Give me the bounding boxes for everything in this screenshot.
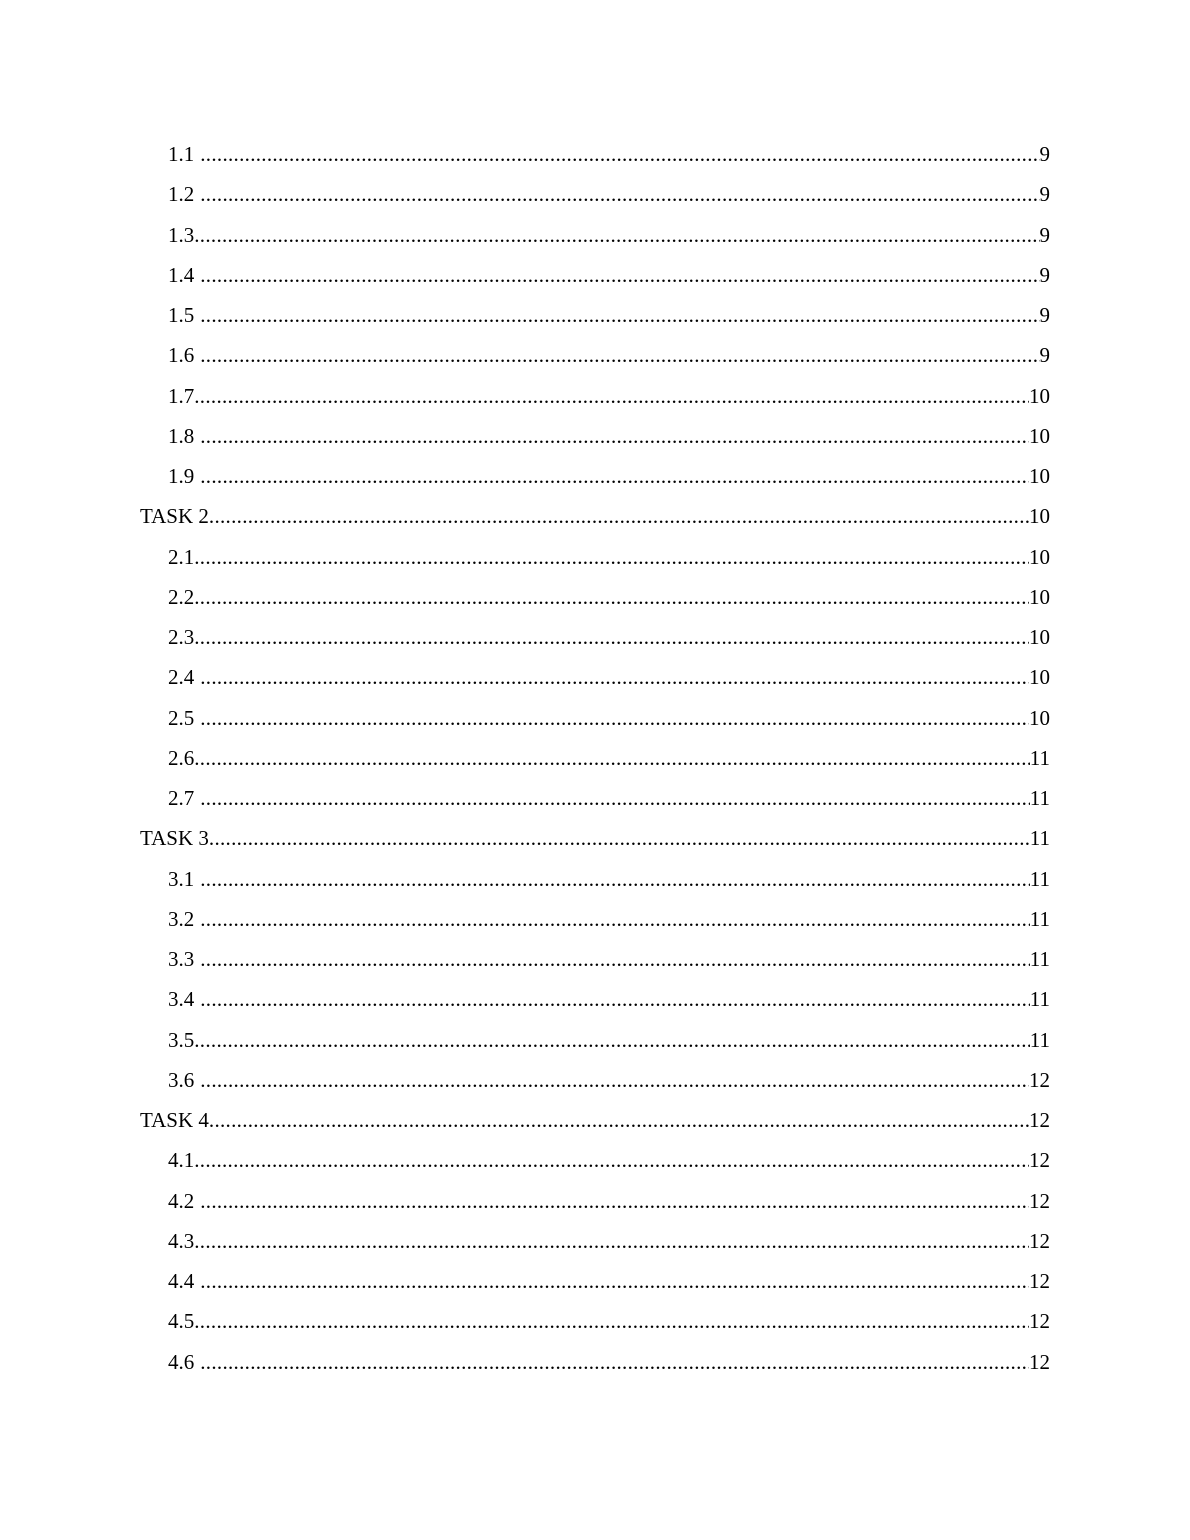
toc-dot-leader xyxy=(209,496,1029,536)
toc-entry-page-number: 9 xyxy=(1039,182,1050,207)
toc-dot-leader xyxy=(194,295,1039,335)
toc-entry-page-number: 11 xyxy=(1029,866,1050,891)
toc-heading-entry[interactable] xyxy=(140,496,1050,536)
toc-entry-page-number: 11 xyxy=(1029,826,1050,851)
toc-entry-page-number: 9 xyxy=(1039,262,1050,287)
toc-entry-page-number: 11 xyxy=(1029,745,1050,770)
toc-entry-page-number: 11 xyxy=(1029,906,1050,931)
toc-entry-page-number: 12 xyxy=(1029,1067,1050,1092)
toc-dot-leader xyxy=(194,1181,1029,1221)
toc-dot-leader xyxy=(194,1020,1030,1060)
toc-entry-label: 3.5 xyxy=(168,1027,195,1052)
toc-dot-leader xyxy=(194,698,1029,738)
toc-entry-page-number: 9 xyxy=(1039,142,1050,166)
toc-entry-page-number: 12 xyxy=(1029,1108,1050,1132)
toc-entry-page-number: 11 xyxy=(1029,947,1050,971)
toc-subentry[interactable] xyxy=(140,1342,1050,1382)
toc-dot-leader xyxy=(194,577,1029,617)
toc-dot-leader xyxy=(194,215,1039,255)
toc-subentry[interactable] xyxy=(140,1261,1050,1301)
toc-subentry[interactable] xyxy=(140,1140,1050,1180)
toc-entry-label: 4.2 xyxy=(168,1188,195,1213)
toc-subentry[interactable] xyxy=(140,778,1050,818)
toc-entry-page-number: 12 xyxy=(1029,1269,1050,1293)
toc-entry-page-number: 10 xyxy=(1029,705,1050,730)
toc-entry-label: 4.1 xyxy=(168,1148,195,1173)
toc-entry-label: 2.5 xyxy=(168,705,195,730)
toc-dot-leader xyxy=(194,1060,1029,1100)
toc-entry-page-number: 11 xyxy=(1029,1027,1050,1052)
toc-dot-leader xyxy=(194,617,1029,657)
toc-entry-page-number: 12 xyxy=(1029,1309,1050,1334)
toc-dot-leader xyxy=(194,859,1030,899)
toc-entry-label: 1.3 xyxy=(168,222,195,247)
toc-subentry[interactable] xyxy=(140,1020,1050,1060)
toc-entry-label: 3.6 xyxy=(168,1067,195,1092)
toc-entry-page-number: 12 xyxy=(1029,1188,1050,1213)
toc-subentry[interactable] xyxy=(140,1181,1050,1221)
toc-dot-leader xyxy=(194,416,1029,456)
toc-dot-leader xyxy=(209,818,1030,858)
toc-entry-label: 2.7 xyxy=(168,786,195,810)
toc-entry-label: 2.6 xyxy=(168,745,195,770)
toc-entry-label: TASK 3 xyxy=(140,826,209,851)
toc-subentry[interactable] xyxy=(140,738,1050,778)
toc-dot-leader xyxy=(194,134,1039,174)
toc-subentry[interactable] xyxy=(140,295,1050,335)
toc-entry-page-number: 10 xyxy=(1029,464,1050,488)
toc-subentry[interactable] xyxy=(140,899,1050,939)
toc-entry-page-number: 12 xyxy=(1029,1228,1050,1253)
toc-entry-page-number: 10 xyxy=(1029,625,1050,649)
toc-subentry[interactable] xyxy=(140,1301,1050,1341)
toc-heading-entry[interactable] xyxy=(140,1100,1050,1140)
toc-entry-label: 4.4 xyxy=(168,1269,195,1293)
toc-entry-page-number: 11 xyxy=(1029,786,1050,810)
toc-subentry[interactable] xyxy=(140,376,1050,416)
toc-dot-leader xyxy=(194,335,1039,375)
toc-subentry[interactable] xyxy=(140,939,1050,979)
toc-entry-page-number: 11 xyxy=(1029,987,1050,1012)
toc-dot-leader xyxy=(194,456,1029,496)
toc-subentry[interactable] xyxy=(140,456,1050,496)
toc-entry-label: 3.1 xyxy=(168,866,195,891)
toc-subentry[interactable] xyxy=(140,698,1050,738)
toc-dot-leader xyxy=(194,657,1029,697)
toc-subentry[interactable] xyxy=(140,416,1050,456)
toc-entry-page-number: 9 xyxy=(1039,222,1050,247)
toc-heading-entry[interactable] xyxy=(140,818,1050,858)
toc-subentry[interactable] xyxy=(140,255,1050,295)
toc-entry-label: TASK 4 xyxy=(140,1108,209,1132)
toc-dot-leader xyxy=(194,1342,1029,1382)
toc-dot-leader xyxy=(194,738,1030,778)
toc-dot-leader xyxy=(194,979,1030,1019)
toc-subentry[interactable] xyxy=(140,1060,1050,1100)
toc-subentry[interactable] xyxy=(140,537,1050,577)
toc-subentry[interactable] xyxy=(140,215,1050,255)
toc-entry-label: 1.4 xyxy=(168,262,195,287)
toc-entry-label: 1.7 xyxy=(168,383,195,408)
toc-entry-label: 3.2 xyxy=(168,906,195,931)
toc-entry-label: 2.1 xyxy=(168,544,195,569)
toc-dot-leader xyxy=(194,537,1029,577)
toc-entry-label: 1.6 xyxy=(168,343,195,368)
toc-dot-leader xyxy=(194,376,1029,416)
toc-entry-label: 3.4 xyxy=(168,987,195,1012)
toc-dot-leader xyxy=(194,778,1030,818)
toc-entry-page-number: 10 xyxy=(1029,383,1050,408)
table-of-contents xyxy=(140,134,1050,1382)
toc-dot-leader xyxy=(194,255,1039,295)
toc-entry-label: 1.5 xyxy=(168,303,195,327)
toc-subentry[interactable] xyxy=(140,617,1050,657)
toc-entry-page-number: 10 xyxy=(1029,544,1050,569)
toc-entry-page-number: 12 xyxy=(1029,1148,1050,1173)
toc-subentry[interactable] xyxy=(140,577,1050,617)
toc-entry-label: 1.8 xyxy=(168,423,195,448)
toc-dot-leader xyxy=(194,174,1039,214)
toc-entry-label: 1.2 xyxy=(168,182,195,207)
toc-dot-leader xyxy=(194,1140,1029,1180)
toc-entry-label: 3.3 xyxy=(168,947,195,971)
toc-entry-label: 1.1 xyxy=(168,142,195,166)
toc-entry-label: 1.9 xyxy=(168,464,195,488)
toc-entry-label: 4.5 xyxy=(168,1309,195,1334)
toc-entry-label: 4.6 xyxy=(168,1349,195,1374)
toc-entry-label: 4.3 xyxy=(168,1228,195,1253)
toc-entry-page-number: 9 xyxy=(1039,303,1050,327)
toc-entry-page-number: 10 xyxy=(1029,665,1050,690)
toc-dot-leader xyxy=(209,1100,1029,1140)
toc-dot-leader xyxy=(194,1301,1029,1341)
toc-dot-leader xyxy=(194,939,1030,979)
toc-subentry[interactable] xyxy=(140,134,1050,174)
toc-dot-leader xyxy=(194,1221,1029,1261)
toc-entry-label: 2.3 xyxy=(168,625,195,649)
toc-entry-page-number: 9 xyxy=(1039,343,1050,368)
toc-subentry[interactable] xyxy=(140,979,1050,1019)
toc-entry-page-number: 12 xyxy=(1029,1349,1050,1374)
toc-entry-page-number: 10 xyxy=(1029,584,1050,609)
toc-entry-label: 2.2 xyxy=(168,584,195,609)
toc-subentry[interactable] xyxy=(140,335,1050,375)
toc-subentry[interactable] xyxy=(140,1221,1050,1261)
toc-subentry[interactable] xyxy=(140,657,1050,697)
toc-subentry[interactable] xyxy=(140,174,1050,214)
toc-entry-page-number: 10 xyxy=(1029,423,1050,448)
toc-dot-leader xyxy=(194,899,1030,939)
toc-entry-page-number: 10 xyxy=(1029,504,1050,529)
toc-subentry[interactable] xyxy=(140,859,1050,899)
toc-dot-leader xyxy=(194,1261,1029,1301)
toc-entry-label: TASK 2 xyxy=(140,504,209,529)
toc-entry-label: 2.4 xyxy=(168,665,195,690)
